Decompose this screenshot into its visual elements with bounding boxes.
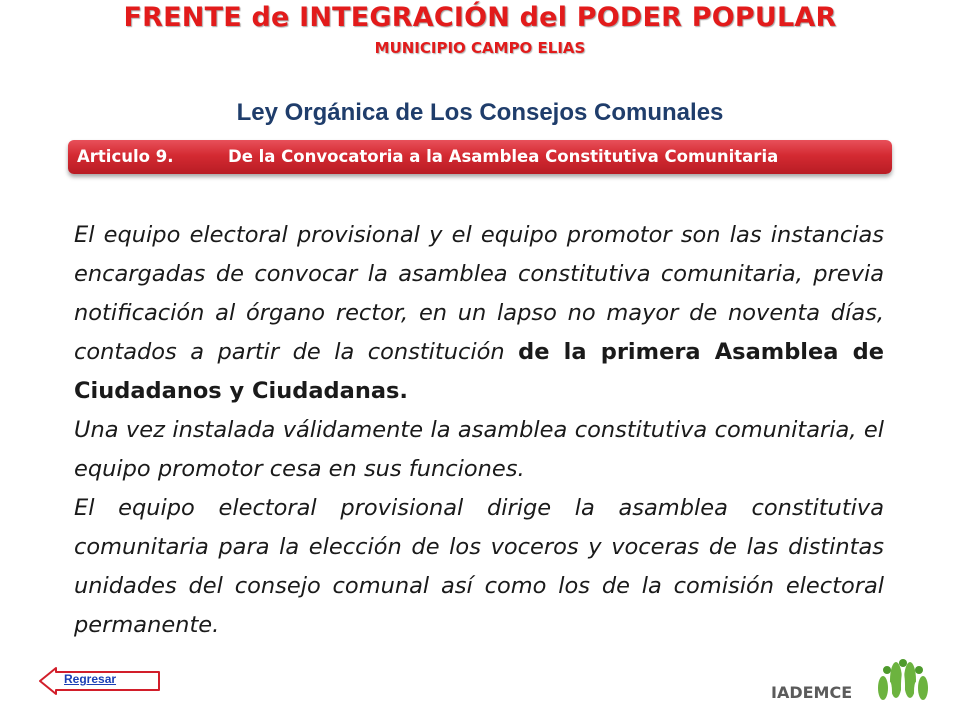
paragraph-1-text: El equipo electoral provisional y el equipo promotor son las instancias encargadas de convocar la asamblea constitutiva comunitaria, previa notificación al órgano rector, en un lapso no mayor de noventa días, contados a partir de la constitución (74, 222, 884, 365)
article-title: De la Convocatoria a la Asamblea Constitutiva Comunitaria (228, 147, 779, 166)
back-button[interactable] (38, 666, 162, 696)
paragraph-2: Una vez instalada válidamente la asamblea constitutiva comunitaria, el equipo promotor cesa en sus funciones. (74, 417, 884, 482)
organization-title: FRENTE de INTEGRACIÓN del PODER POPULAR (123, 2, 837, 33)
article-body (74, 216, 884, 645)
organization-subtitle: MUNICIPIO CAMPO ELIAS (374, 39, 586, 57)
iademce-logo-icon (874, 658, 932, 706)
paragraph-1 (74, 216, 884, 411)
article-banner (68, 140, 892, 174)
back-button-label[interactable]: Regresar (64, 672, 117, 686)
brand-name: IADEMCE (771, 683, 853, 702)
paragraph-1-bold: de la primera Asamblea de Ciudadanos y Ciudadanas. (74, 339, 884, 404)
law-title: Ley Orgánica de Los Consejos Comunales (236, 99, 724, 126)
paragraph-3: El equipo electoral provisional dirige la asamblea constitutiva comunitaria para la elección de los voceros y voceras de las distintas unidades del consejo comunal así como los de la comisión electoral permanente. (74, 495, 884, 638)
article-number: Articulo 9. (77, 147, 174, 166)
